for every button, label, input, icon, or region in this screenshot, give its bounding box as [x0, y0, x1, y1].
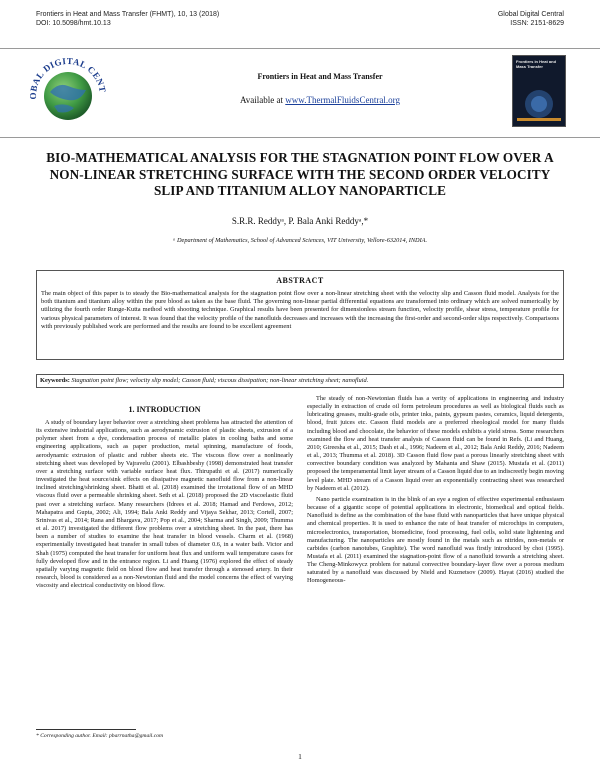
abstract-text: The main object of this paper is to steady the Bio-mathematical analysis for the stagnation point flow over a non-linear stretching sheet with the velocity slip and Casson fluid model. Analysis for the both titanium and titanium alloy within the pure blood as taken as the base fluid. The governing non-linear partial differential equations are transformed into ordinary which are solved numerically by utilizing the fourth order Runge-Kutta method with shooting technique. Graphical results have been presented for dimensionless stream function, velocity profile, shear stress, temperature profile for various physical parameters of interest. It was found that the velocity profile of the nanofluids decreases and increases with the increasing the first-order and second-order slips respectively. Comparisons with previously published work are performed and the results are found to be excellent agreement — [41, 290, 559, 330]
author-affiliation: ᵃ Department of Mathematics, School of Advanced Sciences, VIT University, Vellore-632014, INDIA. — [172, 237, 428, 244]
keywords-line — [40, 377, 560, 385]
availability-prefix: Available at — [239, 95, 286, 105]
corresponding-author-footnote: * Corresponding author. Email: pbarrnatha@gmail.com — [36, 733, 164, 739]
availability-line — [200, 95, 440, 105]
running-header-right — [498, 10, 564, 28]
running-header-left — [36, 10, 219, 28]
author-list: S.R.R. Reddyᵃ, P. Bala Anki Reddyᵃ,* — [231, 216, 369, 226]
abstract-heading: ABSTRACT — [276, 276, 324, 285]
paper-title: BIO-MATHEMATICAL ANALYSIS FOR THE STAGNATION POINT FLOW OVER A NON-LINEAR STRETCHING SURFACE WITH THE SECOND ORDER VELOCITY SLIP AND TITANIUM ALLOY NANOPARTICLE — [46, 150, 554, 198]
intro-paragraph-3: Nano particle examination is in the blink of an eye a region of effective experimental enthusiasm because of a gigantic scope of potential applications in electronic, biomedical and optical fields. Nanofluid is define as the combination of the base fluid with nanoparticles that have unique physical and chemical properties. It is used to enhance the rate of heat transfer of microchips in computers, microelectronics, transportation, biomedicine, food processing, fuel cells, solid state lightening and manufacturing. The nanoparticles are mostly found in the metals such as nitrides, non-metals or carbides (carbon nanotubes, Graphite). The word nanofluid was firstly introduced by choi (1995). Mustafa et al. (2011) examined the stagnation-point flow of a nanofluid towards a stretching sheet. The Cheng-Minkowycz problem for natural convective boundary-layer flow over a porous medium saturated by a nanofluid was discussed by Nield and Kuznetsov (2009). Hayat (2016) studied the Homogeneous- — [307, 495, 564, 585]
page-number: 1 — [298, 752, 302, 761]
publisher-name: Global Digital Central — [497, 11, 564, 18]
issn-line: ISSN: 2151-8629 — [510, 20, 564, 27]
body-column-left — [36, 419, 293, 590]
banner-top-rule — [0, 48, 600, 49]
cover-title: Frontiers in Heat and Mass Transfer — [516, 59, 557, 69]
keywords-label: Keywords: — [40, 377, 72, 384]
footnote-rule — [36, 729, 136, 730]
journal-cover-thumbnail — [512, 55, 566, 127]
logo-lettering: OBAL DIGITAL CENT — [28, 55, 108, 100]
banner-bottom-rule — [0, 137, 600, 138]
section-heading-introduction: 1. INTRODUCTION — [128, 405, 201, 414]
journal-name: Frontiers in Heat and Mass Transfer — [257, 72, 383, 81]
body-column-right — [307, 395, 564, 586]
doi-line: DOI: 10.5098/hmt.10.13 — [36, 20, 111, 27]
intro-paragraph-2: The steady of non-Newtonian fluids has a verity of applications in engineering and industry especially in extraction of crude oil form petroleum procedures as well as biological fluids such as lubricating greases, multi-grade oils, printer inks, paints, gypsum pastes, ceramics, liquid detergents, blood, fruit juices etc. Casson fluid models are a preferred rheological model for many fluids including blood and chocolate, the behavior of these models exhibits a yield stress. Some researchers examined the flow and heat transfer analysis of Casson fluid can be found in Refs. (Li and Huang, 2010; Gireesha et al., 2015; Dash et al., 1996; Nadeem et al., 2012; Bala Anki Reddy, 2016; Nadeem et al., 2013; Thumma et al. 2018). 3D Casson fluid flow past a porous linearly stretching sheet with convective boundary condition was analyzed by Mahanta and Shaw (2015). Mustafa et al. (2011) proposed the temperamental limit layer stream of a Casson liquid due to an indiscreetly begin moving level plate. MHD stream of a Casson liquid over an exponentially contracting sheet was researched by Nadeem et al. (2012). — [307, 395, 564, 492]
global-digital-central-logo — [28, 52, 108, 132]
intro-paragraph-1: A study of boundary layer behavior over a stretching sheet problems has attracted the attention of its extensive industrial applications, such as aerodynamic extrusion of plastic sheets, extrusion of a polymer sheet from a dye, condensation process of metallic plates in cooling baths and some engineering applications, such as paper production, metal spinning, manufacture of foods, aerodynamic extrusion of plastic and rubber sheets etc. The viscous flow over a nonlinearly stretching sheet was developed by Vajravelu (2001). Elbashbeshy (1998) demonstrated heat transfer over a stretching surface with variable surface heat flux. Thirupathi et al. (2017) numerically investigated the heat source/sink effects on dissipative magnetic nanofluid flow from a non-linear inclined stretching/shrinking sheet. Bhatti et al. (2018) examined the irrotational flow of an MHD viscous fluid over a permeable shrinking sheet. Seth et al. (2018) proposed the 2D viscoelastic fluid past over a stretching surface. Many researchers (Idrees et al. 2018; Hamad and Ferdows, 2012; Mahapatra and Gupta, 2002; Ali, 1994; Bala Anki Reddy and Vijaya Sekhar, 2013; Cortell, 2007; Srinivas et al., 2014; Rana and Bhargava, 2017; Pop et al., 2004; Sharma and Singh, 2009; Thumma et al. 2017) investigated the different flow problems over a stretching sheet. In the past, there has been a number of studies to examine the heat transfer in blood vessels. Charm et al. (1968) experimentally investigated heat transfer in small tubes of diameter 0.6, in a water bath. Victor and Shah (1975) computed the heat transfer for uniform heat flux and uniform wall temperature cases for fully developed flow and in the entrance region. Li and Huang (1976) explored the effect of steady spatially varying magnetic field on blood flow and heat transfer through a stenosed artery. In their research, blood is considered as a non-Newtonian fluid and the model concerns the effect of varying viscosity and electrical conductivity on blood flow. — [36, 419, 293, 590]
keywords-text: Stagnation point flow; velocity slip model; Casson fluid; viscous dissipation; non-linear stretching sheet; nanofluid. — [71, 377, 369, 384]
journal-website-link[interactable]: www.ThermalFluidsCentral.org — [285, 95, 401, 105]
journal-citation: Frontiers in Heat and Mass Transfer (FHMT), 10, 13 (2018) — [36, 11, 220, 18]
